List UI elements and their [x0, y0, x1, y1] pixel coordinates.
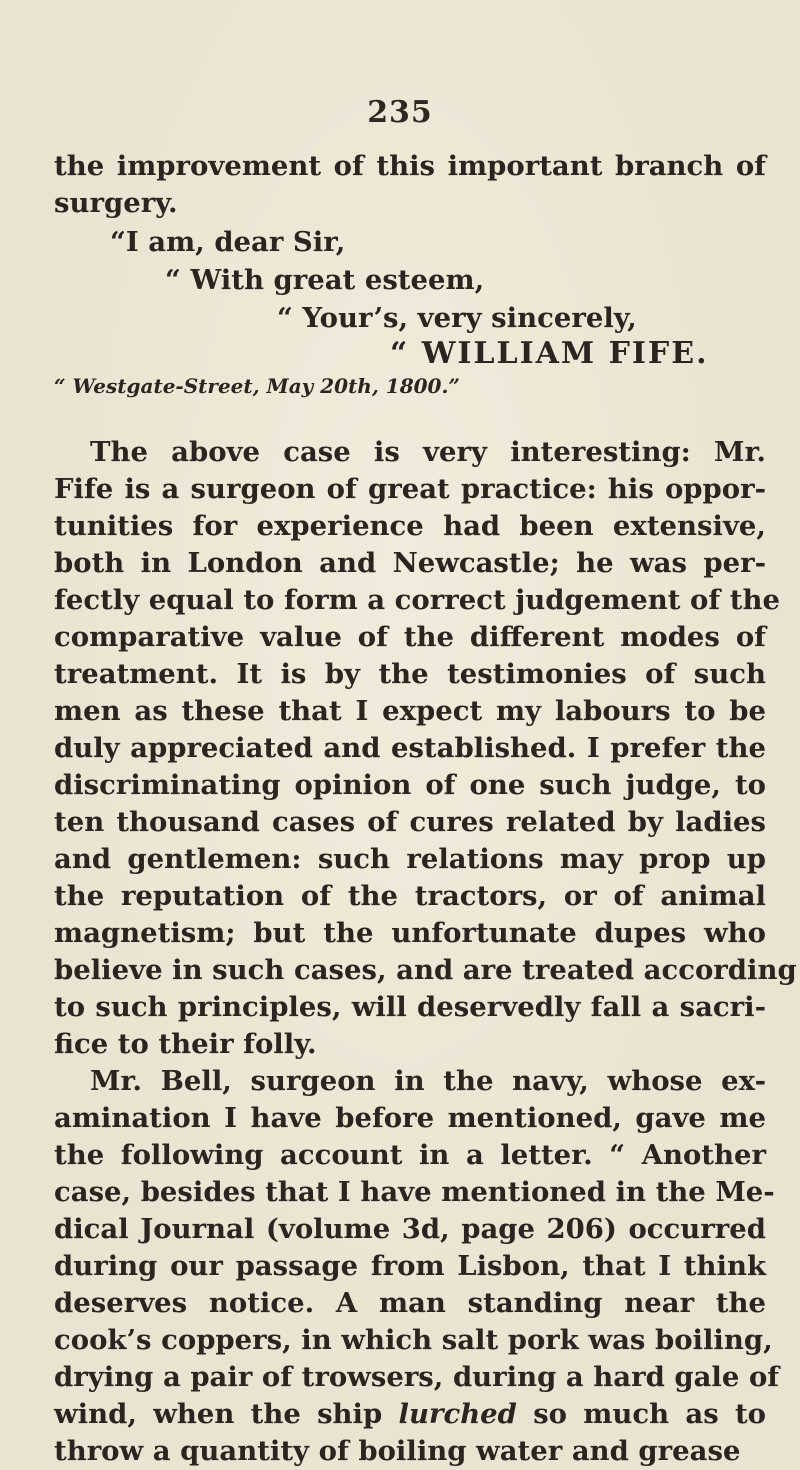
- text-fragment: so much as to: [516, 1398, 767, 1430]
- text-line: fice to their folly.: [54, 1028, 317, 1060]
- text-line: dical Journal (volume 3d, page 206) occurred: [54, 1213, 766, 1245]
- text-line: and gentlemen: such relations may prop up: [54, 843, 766, 875]
- text-line: magnetism; but the unfortunate dupes who: [54, 917, 766, 949]
- text-line: during our passage from Lisbon, that I think: [54, 1250, 766, 1282]
- text-line: believe in such cases, and are treated according: [54, 954, 797, 986]
- text-line: to such principles, will deservedly fall a sacri-: [54, 991, 766, 1023]
- page-number: 235: [367, 95, 433, 130]
- closing-sincerely: “ Your’s, very sincerely,: [277, 302, 637, 334]
- text-line: the following account in a letter. “ Another: [54, 1139, 766, 1171]
- text-line: surgery.: [54, 187, 178, 219]
- text-line: duly appreciated and established. I prefer the: [54, 732, 766, 764]
- text-line: Mr. Bell, surgeon in the navy, whose ex-: [90, 1065, 766, 1097]
- text-line: the improvement of this important branch of: [54, 150, 766, 182]
- signature: “ WILLIAM FIFE.: [390, 336, 709, 371]
- text-fragment: wind, when the ship: [54, 1398, 399, 1430]
- text-line: The above case is very interesting: Mr.: [90, 436, 766, 468]
- letter-address: “ Westgate-Street, May 20th, 1800.”: [54, 374, 460, 398]
- text-line: comparative value of the different modes of: [54, 621, 766, 653]
- text-line: discriminating opinion of one such judge, to: [54, 769, 766, 801]
- closing-esteem: “ With great esteem,: [165, 264, 485, 296]
- text-line: ten thousand cases of cures related by ladies: [54, 806, 766, 838]
- text-line: cook’s coppers, in which salt pork was boiling,: [54, 1324, 773, 1356]
- text-line-with-italic: [54, 1396, 766, 1433]
- paragraph-1: [54, 434, 797, 1063]
- text-line: amination I have before mentioned, gave me: [54, 1102, 766, 1134]
- text-line: treatment. It is by the testimonies of such: [54, 658, 766, 690]
- text-line: tunities for experience had been extensive,: [54, 510, 766, 542]
- paragraph-2: [54, 1063, 780, 1470]
- text-line: both in London and Newcastle; he was per-: [54, 547, 766, 579]
- text-line: the reputation of the tractors, or of animal: [54, 880, 766, 912]
- text-line: fectly equal to form a correct judgement of the: [54, 584, 780, 616]
- text-line: case, besides that I have mentioned in the Me-: [54, 1176, 775, 1208]
- closing-salutation: “I am, dear Sir,: [110, 226, 346, 258]
- text-line: drying a pair of trowsers, during a hard gale of: [54, 1361, 780, 1393]
- text-line: throw a quantity of boiling water and grease: [54, 1435, 741, 1467]
- text-line: Fife is a surgeon of great practice: his oppor-: [54, 473, 766, 505]
- italic-word: lurched: [398, 1398, 517, 1430]
- text-line: deserves notice. A man standing near the: [54, 1287, 766, 1319]
- text-line: men as these that I expect my labours to be: [54, 695, 766, 727]
- opening-text: [54, 148, 766, 222]
